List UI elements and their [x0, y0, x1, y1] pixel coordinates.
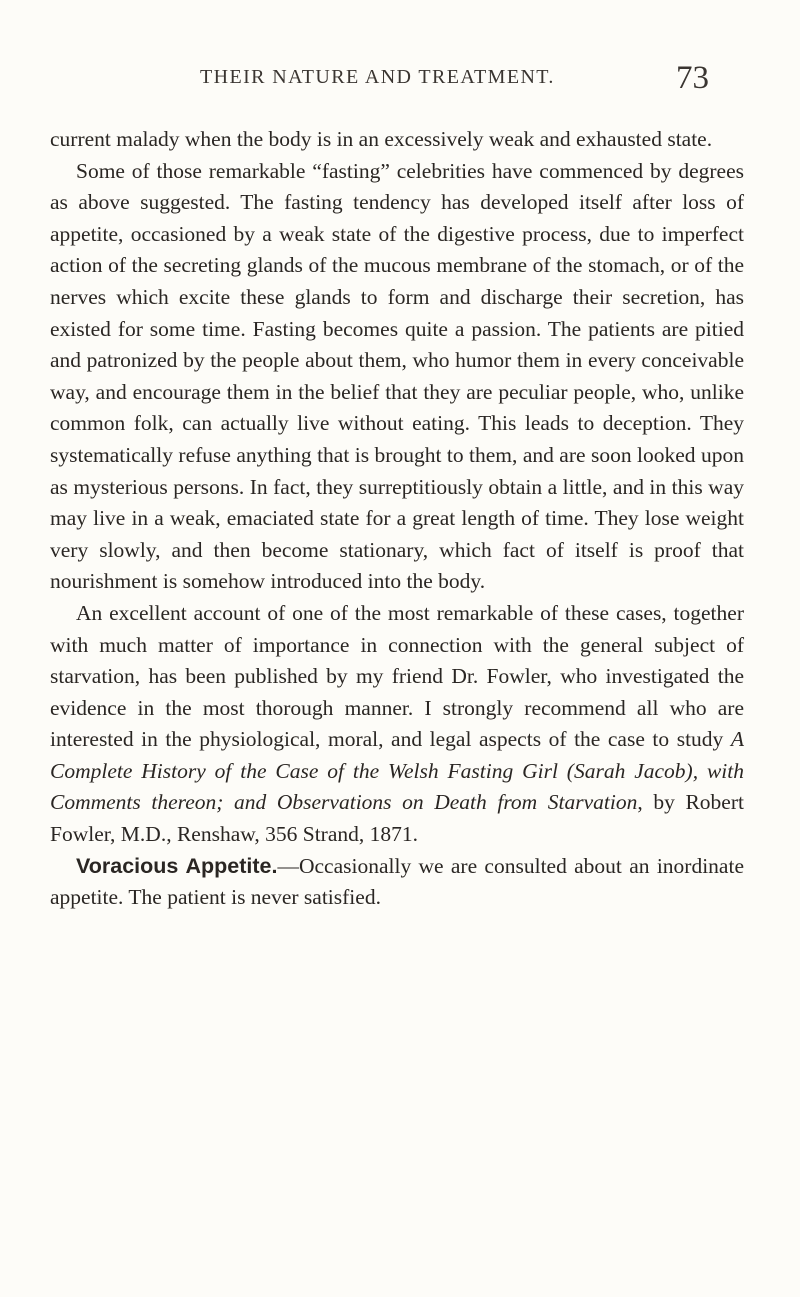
paragraph-text-after: , by Robert Fowler, M.D., Renshaw, 356 Strand, 1871.	[50, 790, 744, 847]
section-heading: Voracious Appetite.	[76, 853, 278, 878]
paragraph-continuation: current malady when the body is in an excessively weak and exhausted state.	[50, 127, 713, 151]
paragraph-voracious-appetite	[50, 851, 744, 914]
paragraph-text-before: An excellent account of one of the most remarkable of these cases, together with much matter of importance in connection with the general subject of starvation, has been published by my friend Dr. Fowler, who investigated the evidence in the most thorough manner. I strongly recommend all who are interested in the physiological, moral, and legal aspects of the case to study	[50, 600, 744, 752]
running-head-title: THEIR NATURE AND TREATMENT.	[200, 66, 555, 88]
running-head	[0, 60, 800, 102]
paragraph-fasting-celebrities: Some of those remarkable “fasting” celebrities have commenced by degrees as above suggested. The fasting tendency has developed itself after loss of appetite, occasioned by a weak state of the digestive process, due to imperfect action of the secreting glands of the mucous membrane of the stomach, or of the nerves which excite these glands to form and discharge their secretion, has existed for some time. Fasting becomes quite a passion. The patients are pitied and patronized by the people about them, who humor them in every conceivable way, and encourage them in the belief that they are peculiar people, who, unlike common folk, can actually live without eating. This leads to deception. They systematically refuse anything that is brought to them, and are soon looked upon as mysterious persons. In fact, they surreptitiously obtain a little, and in this way may live in a weak, emaciated state for a great length of time. They lose weight very slowly, and then become stationary, which fact of itself is proof that nourishment is somehow introduced into the body.	[50, 158, 744, 594]
body-text	[50, 124, 744, 914]
paragraph-fowler-account	[50, 598, 744, 851]
section-text: —Occasionally we are consulted about an inordinate appetite. The patient is never satisfied.	[50, 853, 744, 910]
page-number: 73	[676, 60, 709, 96]
book-title-citation: A Complete History of the Case of the Welsh Fasting Girl (Sarah Jacob), with Comments thereon; and Observations on Death from Starvation	[50, 727, 744, 815]
